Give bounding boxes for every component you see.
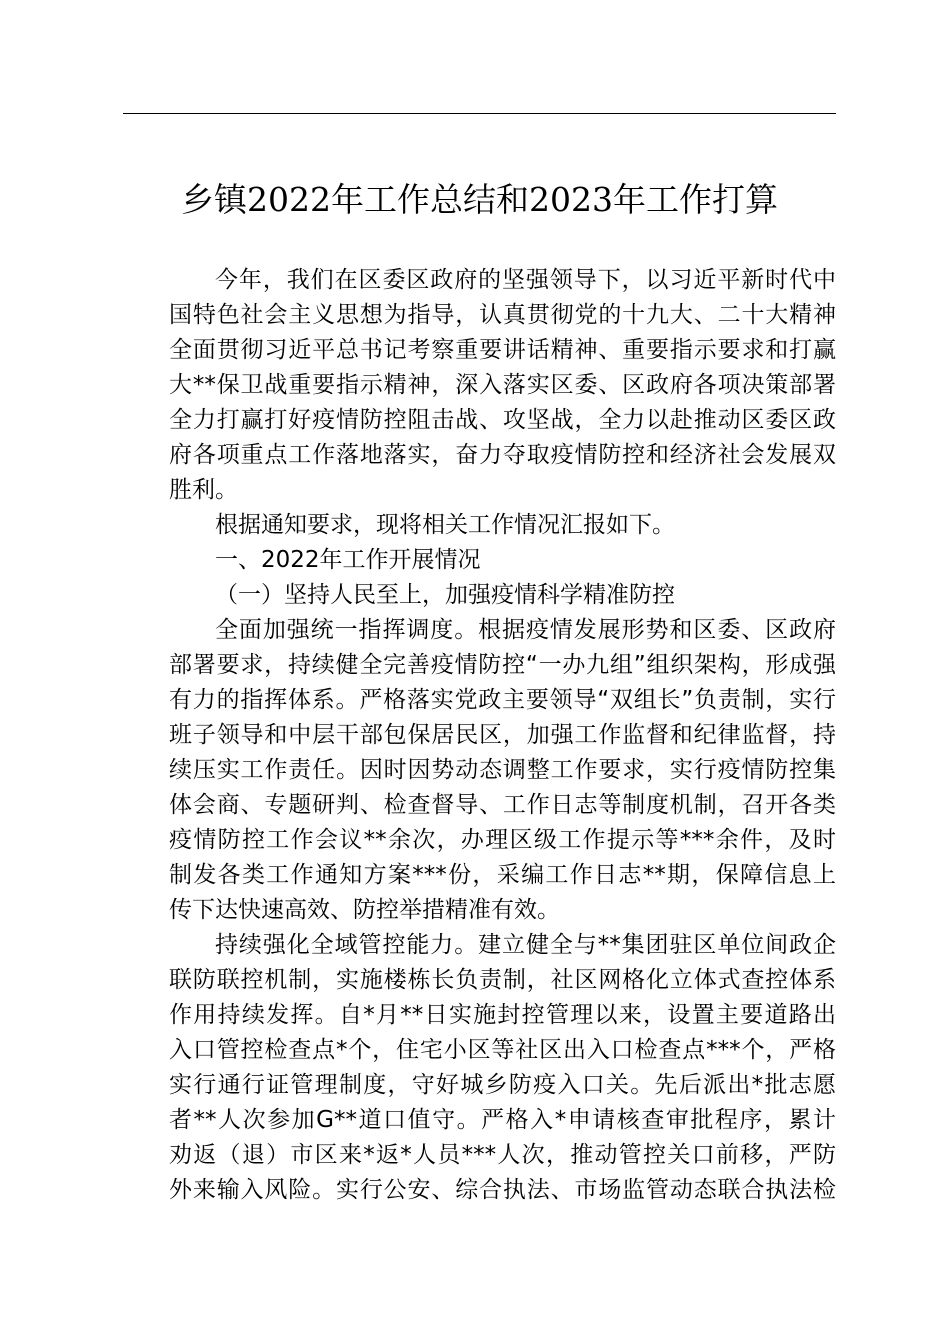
text-line: 续压实工作责任。因时因势动态调整工作要求，实行疫情防控集 bbox=[169, 757, 836, 783]
paragraph-command bbox=[123, 613, 836, 928]
text-line: 作用持续发挥。自*月**日实施封控管理以来，设置主要道路出 bbox=[169, 1002, 836, 1028]
text-line: 全面贯彻习近平总书记考察重要讲话精神、重要指示要求和打赢 bbox=[169, 337, 836, 363]
text-line: 劝返（退）市区来*返*人员***人次，推动管控关口前移，严防 bbox=[169, 1142, 836, 1168]
text-line: 制发各类工作通知方案***份，采编工作日志**期，保障信息上 bbox=[169, 862, 836, 888]
text-line: 大**保卫战重要指示精神，深入落实区委、区政府各项决策部署 bbox=[169, 372, 836, 398]
text-line: 传下达快速高效、防控举措精准有效。 bbox=[169, 897, 560, 923]
paragraph-control bbox=[123, 928, 836, 1208]
text-line: 一、2022年工作开展情况 bbox=[215, 547, 481, 573]
text-line: 外来输入风险。实行公安、综合执法、市场监管动态联合执法检 bbox=[169, 1177, 836, 1203]
text-line: 根据通知要求，现将相关工作情况汇报如下。 bbox=[215, 512, 675, 538]
text-line: 有力的指挥体系。严格落实党政主要领导“双组长”负责制，实行 bbox=[169, 687, 836, 713]
text-line: 疫情防控工作会议**余次，办理区级工作提示等***余件，及时 bbox=[169, 827, 836, 853]
text-line: （一）坚持人民至上，加强疫情科学精准防控 bbox=[215, 582, 675, 608]
header-rule bbox=[123, 113, 836, 114]
text-line: 部署要求，持续健全完善疫情防控“一办九组”组织架构，形成强 bbox=[169, 652, 836, 678]
text-line: 者**人次参加G**道口值守。严格入*申请核查审批程序，累计 bbox=[169, 1107, 836, 1133]
paragraph-report-notice bbox=[123, 508, 836, 543]
text-line: 府各项重点工作落地落实，奋力夺取疫情防控和经济社会发展双 bbox=[169, 442, 836, 468]
text-line: 联防联控机制，实施楼栋长负责制，社区网格化立体式查控体系 bbox=[169, 967, 836, 993]
text-line: 入口管控检查点*个，住宅小区等社区出入口检查点***个，严格 bbox=[169, 1037, 836, 1063]
text-line: 国特色社会主义思想为指导，认真贯彻党的十九大、二十大精神 bbox=[169, 302, 836, 328]
text-line: 全力打赢打好疫情防控阻击战、攻坚战，全力以赴推动区委区政 bbox=[169, 407, 836, 433]
text-line: 体会商、专题研判、检查督导、工作日志等制度机制，召开各类 bbox=[169, 792, 836, 818]
text-line: 班子领导和中层干部包保居民区，加强工作监督和纪律监督，持 bbox=[169, 722, 836, 748]
text-line: 今年，我们在区委区政府的坚强领导下，以习近平新时代中 bbox=[215, 267, 836, 293]
section-heading-1 bbox=[123, 543, 836, 578]
document-body bbox=[123, 263, 836, 1208]
paragraph-intro bbox=[123, 263, 836, 508]
text-line: 胜利。 bbox=[169, 477, 238, 503]
text-line: 持续强化全域管控能力。建立健全与**集团驻区单位间政企 bbox=[215, 932, 836, 958]
document-title: 乡镇2022年工作总结和2023年工作打算 bbox=[181, 180, 778, 219]
subsection-heading-1 bbox=[123, 578, 836, 613]
text-line: 全面加强统一指挥调度。根据疫情发展形势和区委、区政府 bbox=[215, 617, 836, 643]
text-line: 实行通行证管理制度，守好城乡防疫入口关。先后派出*批志愿 bbox=[169, 1072, 836, 1098]
